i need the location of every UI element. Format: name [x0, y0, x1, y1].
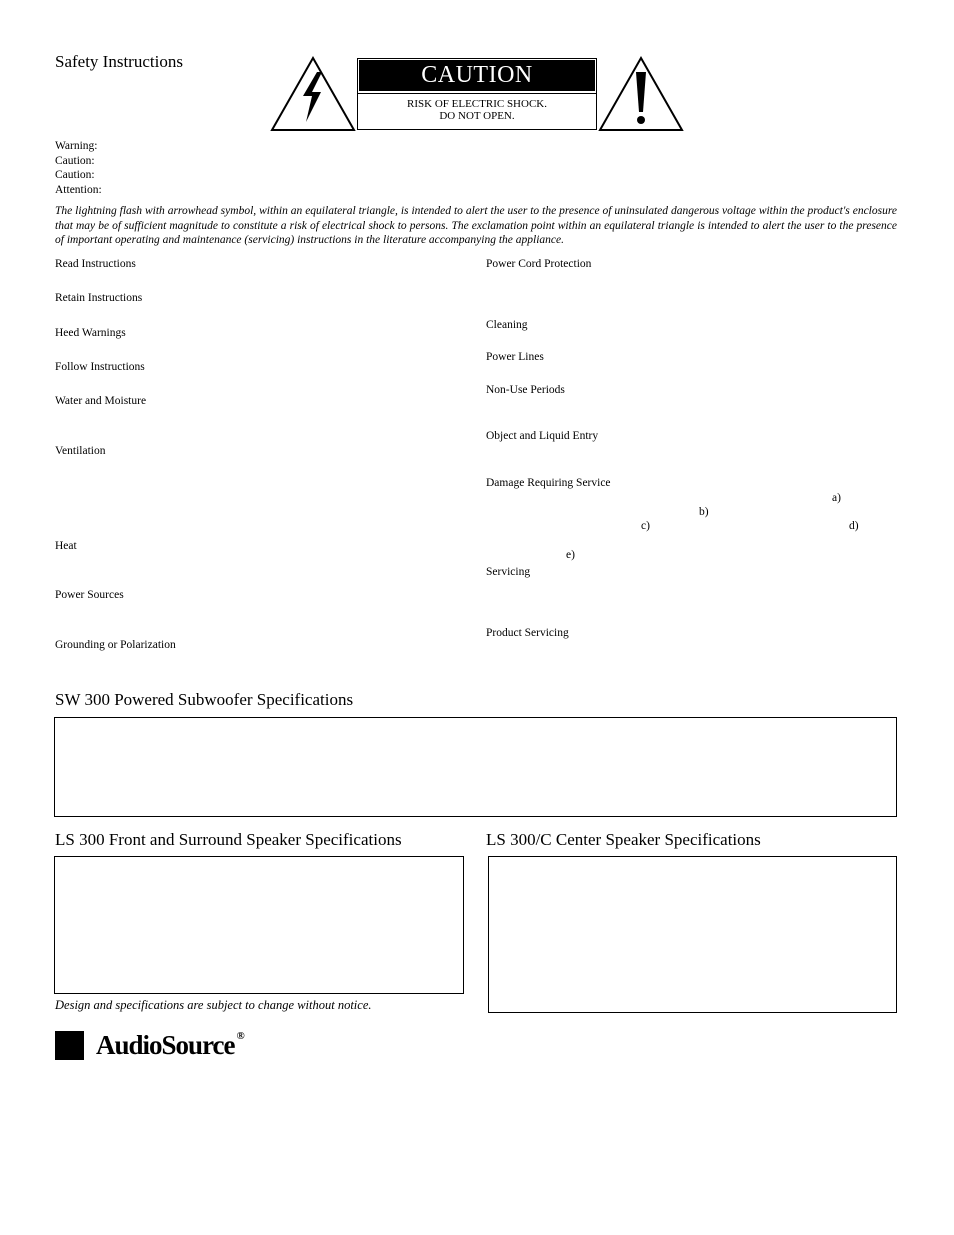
retain-instructions-heading: Retain Instructions: [55, 292, 143, 304]
caution-line1: RISK OF ELECTRIC SHOCK.: [407, 98, 547, 110]
brand-logo: [96, 1030, 244, 1061]
brand-square-icon: [55, 1031, 84, 1060]
servicing-heading: Servicing: [486, 566, 531, 578]
grounding-heading: Grounding or Polarization: [55, 639, 176, 651]
power-sources-heading: Power Sources: [55, 589, 124, 601]
caution-label-2: Caution:: [55, 169, 95, 181]
ls300c-specs-box: [488, 856, 897, 1013]
warning-label: Warning:: [55, 140, 98, 152]
heed-warnings-heading: Heed Warnings: [55, 327, 126, 339]
caution-label-1: Caution:: [55, 154, 95, 167]
power-cord-heading: Power Cord Protection: [486, 258, 592, 270]
ls300-specs-title: LS 300 Front and Surround Speaker Specifications: [55, 830, 402, 849]
damage-item-e: e): [566, 549, 575, 561]
caution-line2: DO NOT OPEN.: [439, 110, 515, 122]
caution-heading: CAUTION: [359, 60, 595, 91]
caution-label: [357, 58, 597, 130]
lightning-warning-icon: [270, 56, 356, 132]
attention-label: Attention:: [55, 183, 102, 196]
ls300c-specs-title: LS 300/C Center Speaker Specifications: [486, 830, 761, 849]
symbol-explanation: The lightning flash with arrowhead symbol, within an equilateral triangle, is intended to alert the user to the presence of uninsulated dangerous voltage within the product's enclosure that may be of sufficient magnitude to constitute a risk of electrical shock to persons. The exclamation point within an equilateral triangle is intended to alert the user to the presence of important operating and maintenance (servicing) instructions in the literature accompanying the appliance.: [55, 205, 897, 246]
damage-item-b: b): [699, 506, 709, 518]
brand-name: AudioSource: [96, 1030, 235, 1060]
registered-mark: ®: [236, 1030, 244, 1042]
damage-item-a: a): [832, 492, 841, 504]
damage-item-d: d): [849, 520, 859, 532]
warning-list: [55, 139, 102, 197]
damage-service-heading: Damage Requiring Service: [486, 477, 611, 489]
damage-item-c: c): [641, 520, 650, 532]
sw300-specs-title: SW 300 Powered Subwoofer Specifications: [55, 690, 354, 709]
water-moisture-heading: Water and Moisture: [55, 395, 147, 407]
cleaning-heading: Cleaning: [486, 319, 528, 331]
read-instructions-heading: Read Instructions: [55, 258, 136, 270]
power-lines-heading: Power Lines: [486, 351, 544, 363]
ls300-specs-box: [54, 856, 464, 994]
disclaimer: Design and specifications are subject to change without notice.: [55, 998, 372, 1012]
exclamation-warning-icon: [598, 56, 684, 132]
non-use-heading: Non-Use Periods: [486, 384, 565, 396]
page-title: Safety Instructions: [55, 52, 183, 71]
follow-instructions-heading: Follow Instructions: [55, 361, 145, 373]
object-liquid-heading: Object and Liquid Entry: [486, 430, 599, 442]
product-servicing-heading: Product Servicing: [486, 627, 569, 639]
sw300-specs-box: [54, 717, 897, 817]
heat-heading: Heat: [55, 540, 77, 552]
ventilation-heading: Ventilation: [55, 445, 106, 457]
